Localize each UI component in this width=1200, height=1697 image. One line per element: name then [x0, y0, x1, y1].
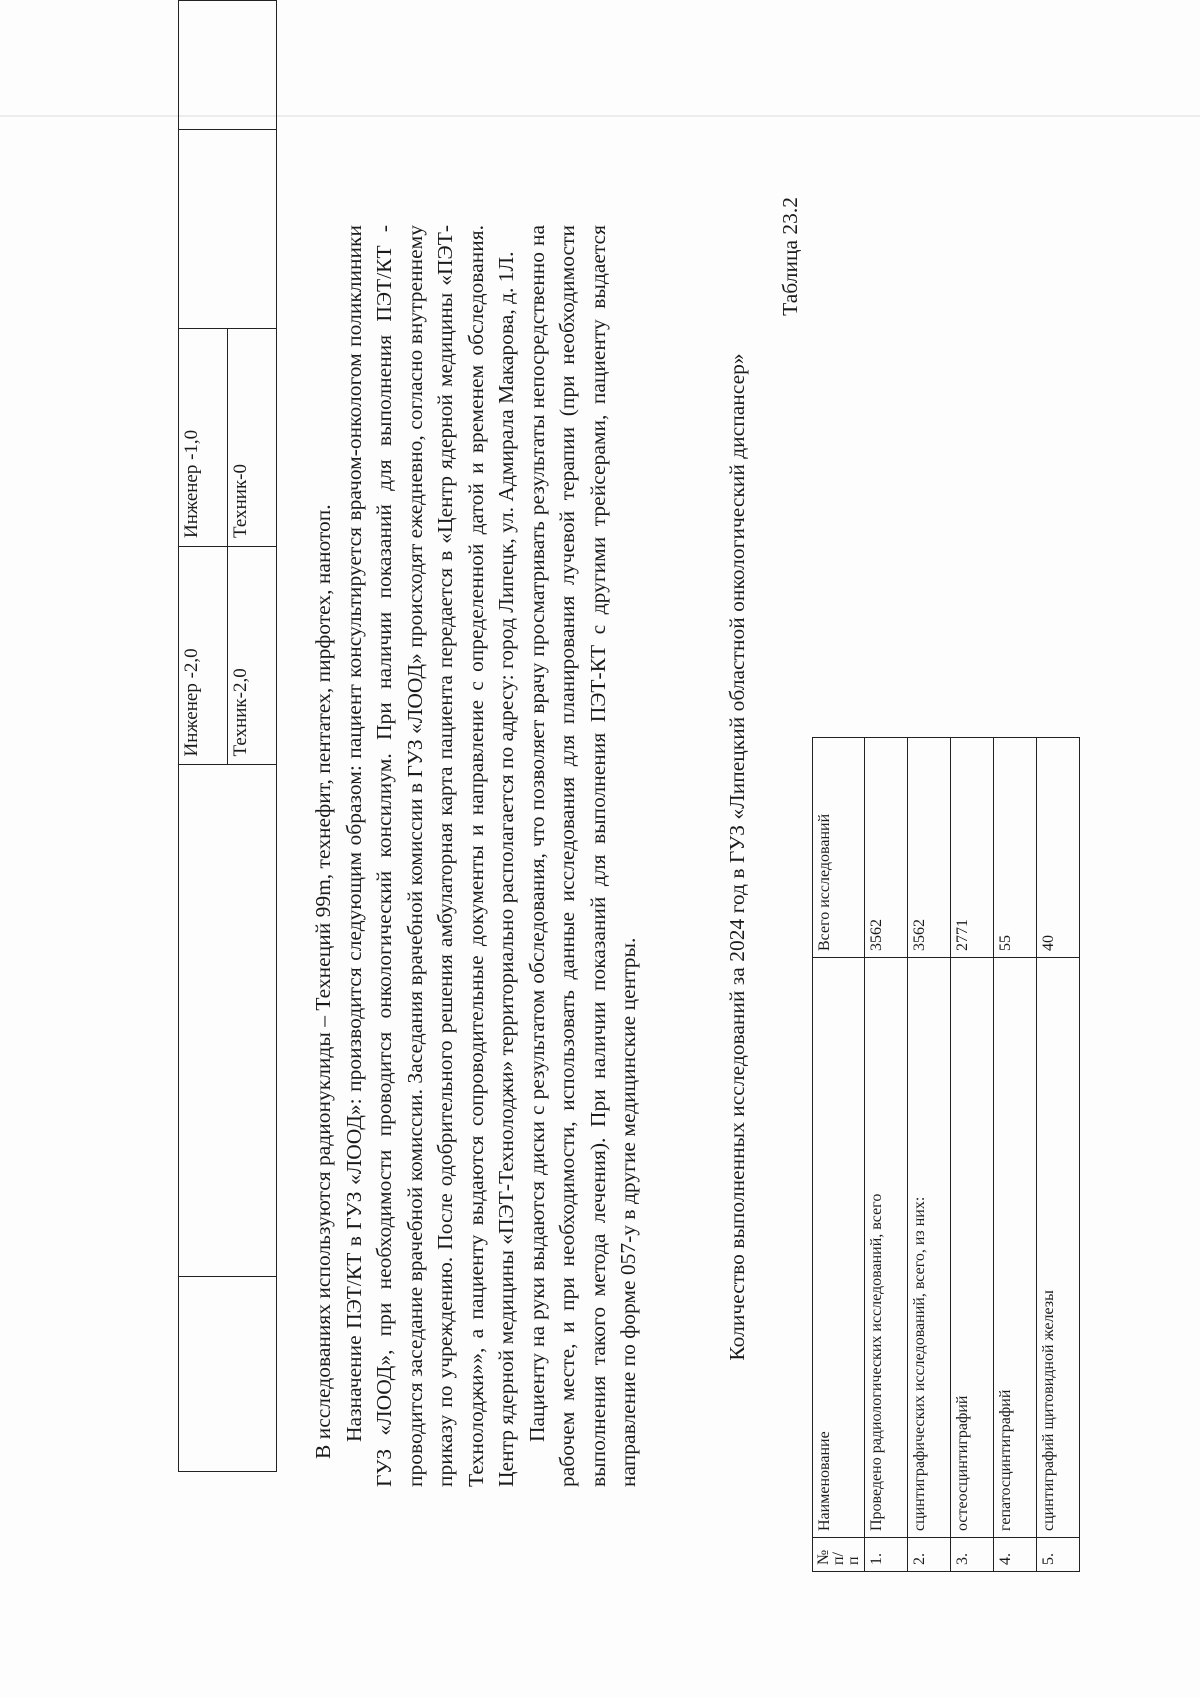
table-row: [1037, 738, 1080, 1572]
row-number-cell: 2.: [908, 1538, 951, 1572]
row-number-cell: 4.: [994, 1538, 1037, 1572]
paragraph-pet-ct-referral: Назначение ПЭТ/КТ в ГУЗ «ЛООД»: производится следующим образом: пациент консультируется врачом-онкологом поликлиники ГУЗ «ЛООД», при необходимости проводится онкологический консилиум. При наличии показаний для выполнения ПЭТ/КТ - проводится заседание врачебной комиссии. Заседания врачебной комиссии в ГУЗ «ЛООД» происходят ежедневно, согласно внутреннему приказу по учреждению. После одобрительного решения амбулаторная карта пациента передается в «Центр ядерной медицины «ПЭТ-Технолоджи»», а пациенту выдаются сопроводительные документы и направление с определенной датой и временем обследования. Центр ядерной медицины «ПЭТ-Технолоджи» территориально располагается по адресу: город Липецк, ул. Адмирала Макарова, д. 1Л.: [341, 225, 518, 1487]
column-header-total: Всего исследований: [813, 738, 865, 958]
table-caption: Количество выполненных исследований за 2024 год в ГУЗ «Липецкий областной онкологический диспансер»: [725, 353, 749, 1361]
staff-cell: [179, 129, 277, 329]
row-number-cell: 5.: [1037, 1538, 1080, 1572]
table-number-label: Таблица 23.2: [778, 197, 802, 316]
table-row: [908, 738, 951, 1572]
table-row: [865, 738, 908, 1572]
table-row: [951, 738, 994, 1572]
staff-cell: [179, 1277, 277, 1472]
row-total-cell: 3562: [908, 738, 951, 958]
row-number-cell: 1.: [865, 1538, 908, 1572]
row-total-cell: 55: [994, 738, 1037, 958]
staff-cell: [179, 1, 277, 130]
staff-cell: Техник-0: [228, 329, 277, 547]
row-total-cell: 2771: [951, 738, 994, 958]
column-header-number: № п/п: [813, 1538, 865, 1572]
staff-cell: Инженер -2,0: [179, 546, 228, 765]
row-name-cell: сцинтиграфий щитовидной железы: [1037, 958, 1080, 1538]
row-name-cell: Проведено радиологических исследований, всего: [865, 958, 908, 1538]
column-header-name: Наименование: [813, 958, 865, 1538]
row-number-cell: 3.: [951, 1538, 994, 1572]
staff-cell: [179, 765, 277, 1277]
staff-cell: Инженер -1,0: [179, 329, 228, 547]
paragraph-results-discs: Пациенту на руки выдаются диски с результатом обследования, что позволяет врачу просматривать результаты непосредственно на рабочем месте, и при необходимости, использовать данные исследования для планирования лучевой терапии (при необходимости выполнения такого метода лечения). При наличии показаний для выполнения ПЭТ-КТ с другими трейсерами, пациенту выдается направление по форме 057-у в другие медицинские центры.: [524, 225, 640, 1487]
row-name-cell: гепатосцинтиграфий: [994, 958, 1037, 1538]
row-name-cell: сцинтиграфических исследований, всего, из них:: [908, 958, 951, 1538]
staff-cell: Техник-2,0: [228, 546, 277, 765]
statistics-table: [812, 737, 1080, 1572]
row-total-cell: 40: [1037, 738, 1080, 958]
body-text: [308, 225, 644, 1487]
table-row: [994, 738, 1037, 1572]
paragraph-radionuclides: В исследованиях используются радионуклиды – Технеций 99m, технефит, пентатех, пирфотех, нанотоп.: [311, 504, 335, 1459]
row-name-cell: остеосцинтиграфий: [951, 958, 994, 1538]
table-header-row: [813, 738, 865, 1572]
row-total-cell: 3562: [865, 738, 908, 958]
staff-table: [178, 0, 277, 1472]
staff-row: [179, 1, 228, 1472]
